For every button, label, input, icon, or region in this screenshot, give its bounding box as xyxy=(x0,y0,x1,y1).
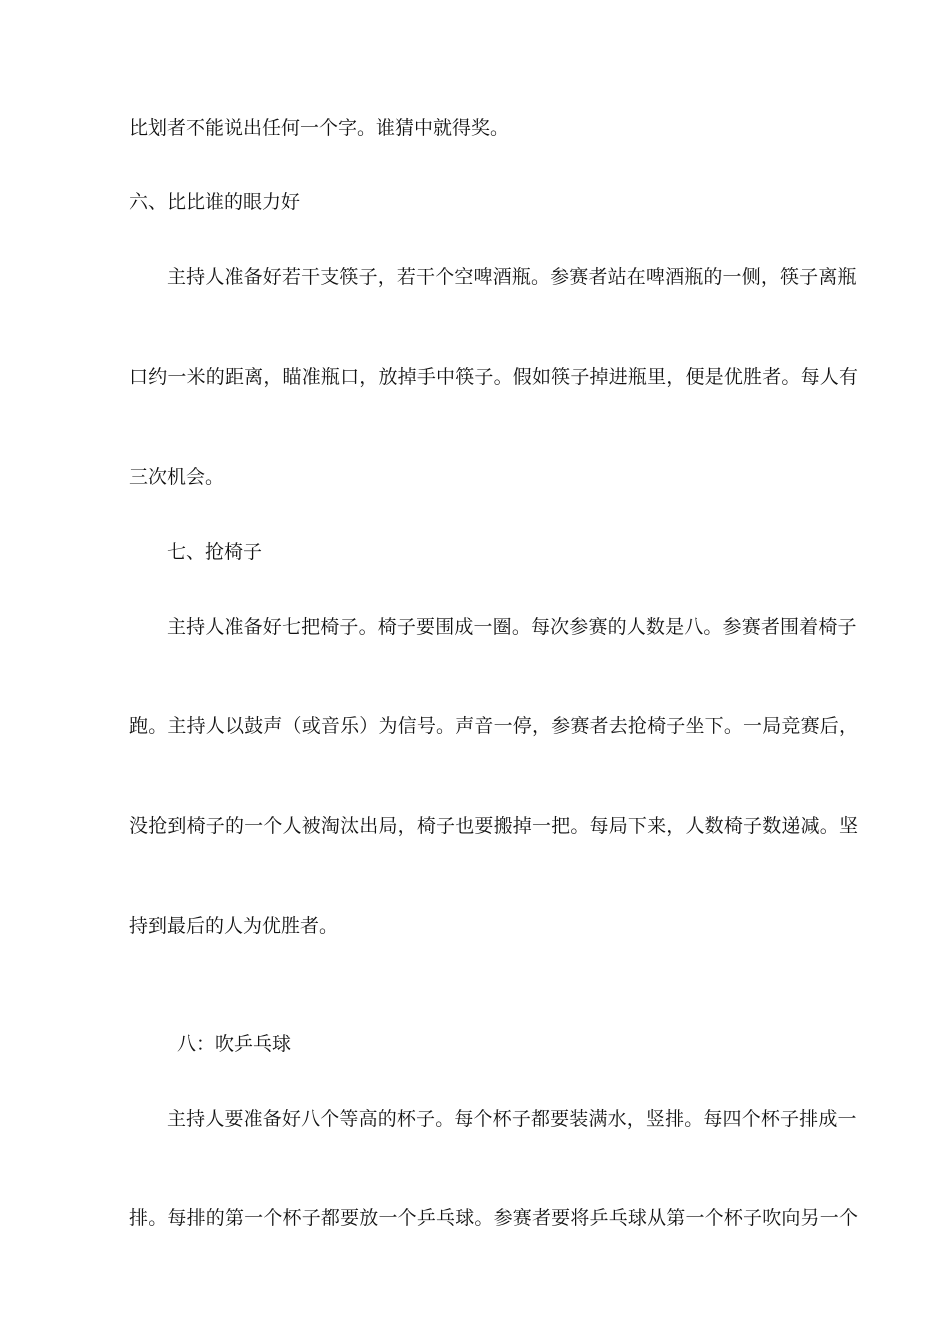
paragraph-line: 主 持 人 准 备 好 若 干 支 筷 子 ， 若 干 个 空 啤 酒 瓶 。 参 赛 者 站 在 啤 酒 瓶 的 一 侧 ， 筷 子 离 瓶 xyxy=(167,266,857,288)
paragraph-line: 主 持 人 准 备 好 七 把 椅 子 。 椅 子 要 围 成 一 圈 。 每 次 参 赛 的 人 数 是 八 。 参 赛 者 围 着 椅 子 xyxy=(167,616,857,638)
paragraph-line: 排 。 每 排 的 第 一 个 杯 子 都 要 放 一 个 乒 乓 球 。 参 赛 者 要 将 乒 乓 球 从 第 一 个 杯 子 吹 向 另 一 个 xyxy=(129,1207,858,1229)
paragraph-line: 比划者不能说出任何一个字。谁猜中就得奖。 xyxy=(129,117,510,139)
section-heading-7: 七、抢椅子 xyxy=(167,541,263,563)
section-heading-8: 八：吹乒乓球 xyxy=(177,1033,292,1055)
paragraph-line: 持到最后的人为优胜者。 xyxy=(129,915,339,937)
paragraph-line: 口 约 一 米 的 距 离 ， 瞄 准 瓶 口 ， 放 掉 手 中 筷 子 。 假 如 筷 子 掉 进 瓶 里 ， 便 是 优 胜 者 。 每 人 有 xyxy=(129,366,858,388)
paragraph-line: 三次机会。 xyxy=(129,466,225,488)
paragraph-line: 跑 。 主 持 人 以 鼓 声 （ 或 音 乐 ） 为 信 号 。 声 音 一 停 ， 参 赛 者 去 抢 椅 子 坐 下 。 一 局 竞 赛 后 ， xyxy=(129,715,858,737)
paragraph-line: 没 抢 到 椅 子 的 一 个 人 被 淘 汰 出 局 ， 椅 子 也 要 搬 掉 一 把 。 每 局 下 来 ， 人 数 椅 子 数 递 减 。 坚 xyxy=(129,815,858,837)
section-heading-6: 六、比比谁的眼力好 xyxy=(129,191,301,213)
paragraph-line: 主 持 人 要 准 备 好 八 个 等 高 的 杯 子 。 每 个 杯 子 都 要 装 满 水 ， 竖 排 。 每 四 个 杯 子 排 成 一 xyxy=(167,1108,857,1130)
